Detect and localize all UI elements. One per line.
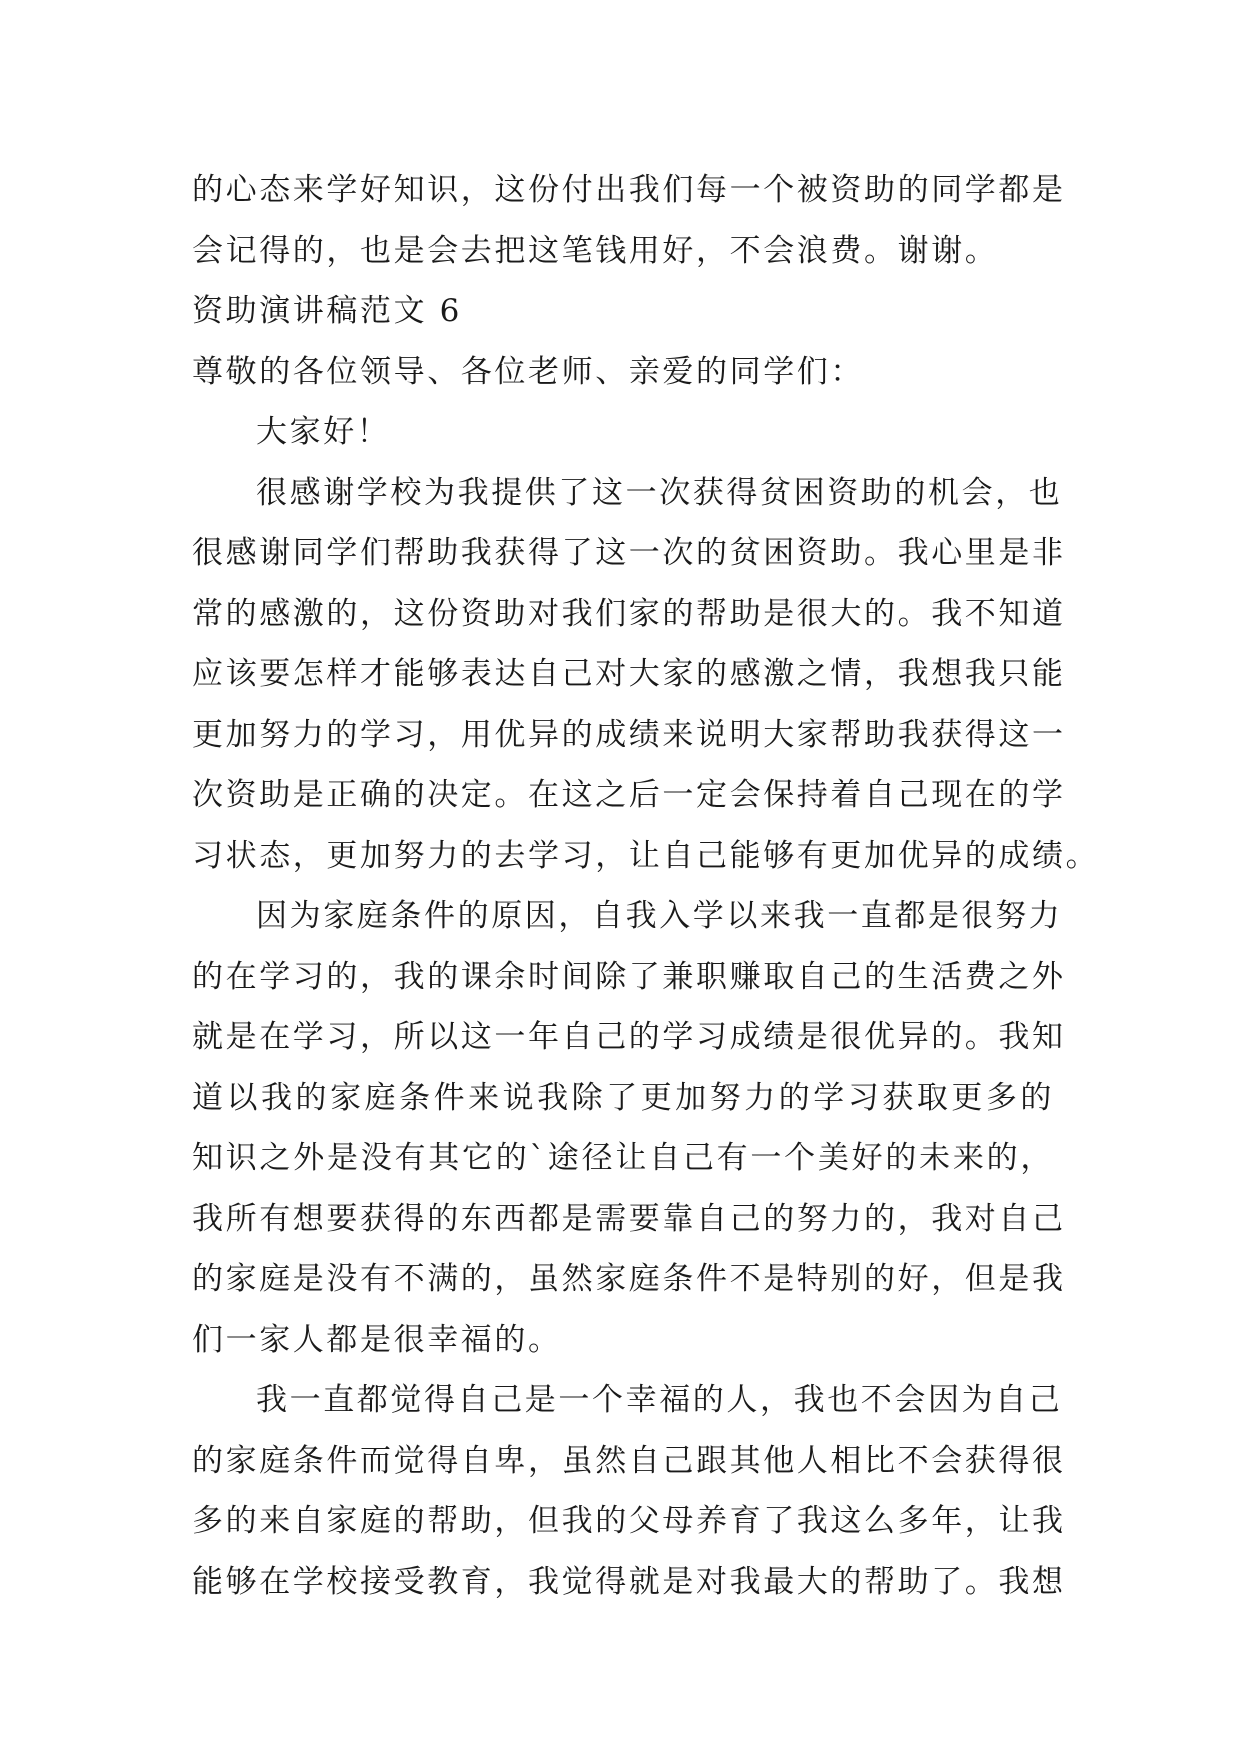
text-line: 更加努力的学习，用优异的成绩来说明大家帮助我获得这一 [192, 716, 1066, 753]
text-line: 能够在学校接受教育，我觉得就是对我最大的帮助了。我想 [192, 1563, 1066, 1600]
text-line: 很感谢学校为我提供了这一次获得贫困资助的机会，也 [256, 474, 1063, 511]
text-line: 次资助是正确的决定。在这之后一定会保持着自己现在的学 [192, 777, 1066, 813]
text-line: 因为家庭条件的原因，自我入学以来我一直都是很努力 [256, 898, 1063, 934]
text-line: 我一直都觉得自己是一个幸福的人，我也不会因为自己 [256, 1382, 1063, 1418]
text-line: 很感谢同学们帮助我获得了这一次的贫困资助。我心里是非 [192, 535, 1066, 571]
text-line: 多的来自家庭的帮助，但我的父母养育了我这么多年，让我 [192, 1503, 1066, 1539]
text-line: 的心态来学好知识，这份付出我们每一个被资助的同学都是 [192, 172, 1066, 208]
text-line: 应该要怎样才能够表达自己对大家的感激之情，我想我只能 [192, 656, 1066, 692]
section-title: 资助演讲稿范文 6 [192, 293, 462, 329]
text-line: 的在学习的，我的课余时间除了兼职赚取自己的生活费之外 [192, 958, 1066, 995]
text-line: 知识之外是没有其它的`途径让自己有一个美好的未来的， [192, 1140, 1054, 1176]
text-line: 的家庭条件而觉得自卑，虽然自己跟其他人相比不会获得很 [192, 1442, 1066, 1479]
text-line: 道以我的家庭条件来说我除了更加努力的学习获取更多的 [192, 1079, 1054, 1116]
text-line: 就是在学习，所以这一年自己的学习成绩是很优异的。我知 [192, 1019, 1066, 1055]
text-line: 常的感激的，这份资助对我们家的帮助是很大的。我不知道 [192, 595, 1066, 632]
text-line: 会记得的，也是会去把这笔钱用好，不会浪费。谢谢。 [192, 232, 999, 269]
text-line: 我所有想要获得的东西都是需要靠自己的努力的，我对自己 [192, 1200, 1066, 1237]
greeting: 大家好！ [256, 414, 391, 450]
salutation: 尊敬的各位领导、各位老师、亲爱的同学们： [192, 353, 864, 390]
document-page [192, 160, 1100, 1612]
text-line: 的家庭是没有不满的，虽然家庭条件不是特别的好，但是我 [192, 1261, 1066, 1297]
text-line: 习状态，更加努力的去学习，让自己能够有更加优异的成绩。 [192, 837, 1100, 874]
text-line: 们一家人都是很幸福的。 [192, 1321, 562, 1358]
